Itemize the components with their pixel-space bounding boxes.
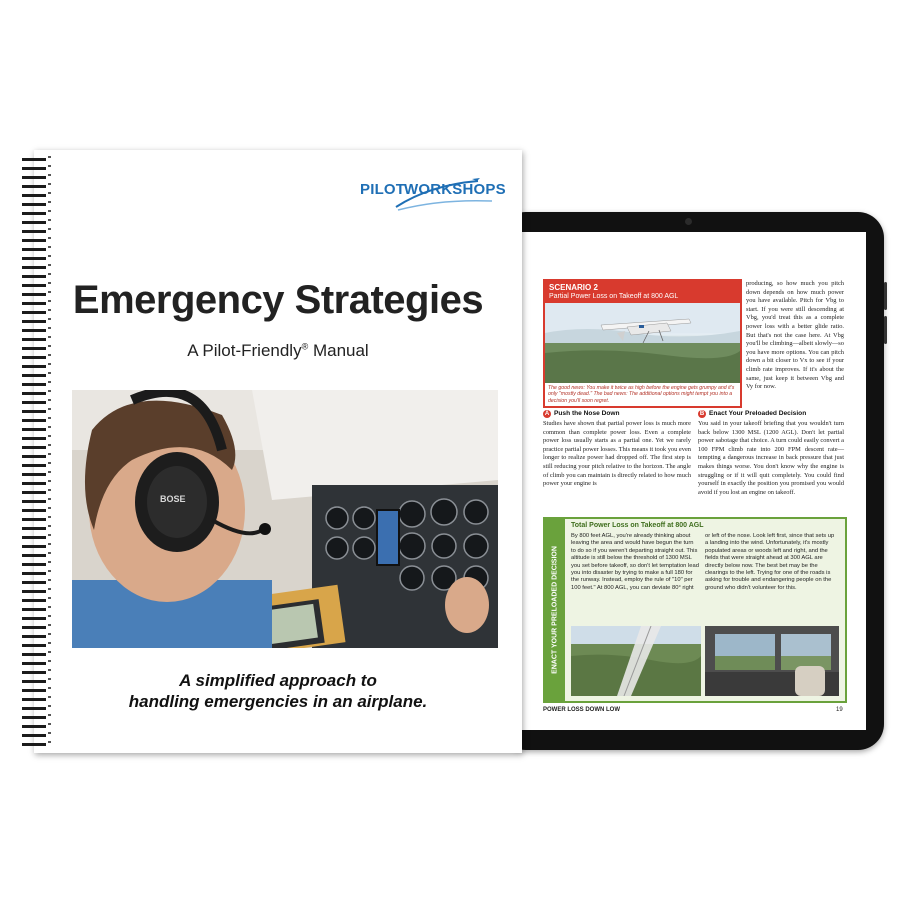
logo-text-workshops: WORKSHOPS: [404, 181, 506, 198]
spiral-binding: [22, 156, 46, 748]
aerial-view-photo: [571, 626, 701, 696]
scenario-box: [543, 279, 742, 408]
book-title: Emergency Strategies: [72, 278, 484, 322]
section-b-heading: [698, 410, 806, 418]
registered-mark: ®: [301, 341, 309, 352]
section-b-title: Enact Your Preloaded Decision: [709, 410, 807, 417]
volume-up-button: [884, 282, 887, 310]
aerial-landscape-illustration: [571, 626, 701, 696]
green-side-text: ENACT YOUR PRELOADED DECISION: [551, 546, 559, 674]
tablet-camera: [685, 218, 692, 225]
subtitle-end: Manual: [308, 341, 369, 360]
subtitle-text: A Pilot-Friendly: [187, 341, 302, 360]
logo-text-pilot: PILOT: [360, 181, 406, 198]
scenario-title: Partial Power Loss on Takeoff at 800 AGL: [549, 293, 679, 300]
airplane-photo: [545, 303, 740, 383]
airplane-in-flight-illustration: [545, 303, 740, 383]
section-a-number: A: [544, 411, 550, 417]
tagline-line-1: A simplified approach to: [179, 671, 377, 690]
tablet-screen: [518, 232, 866, 730]
green-side-label: [545, 519, 565, 701]
section-b-text: You said in your takeoff briefing that you wouldn't turn back below 1300 MSL (1200 AGL). Don't let partial power sabotage that choice. A turn could easily convert a 100 FPM climb rate into 200 FPM descent rate—tempting a dangerous increase in back pressure that just makes things worse. You don't know why the engine is struggling or if it will quit completely. You could find yourself in exactly the position you promised you would avoid if you lost an engine on takeoff.: [698, 420, 844, 496]
tablet: [500, 212, 884, 750]
green-text-right: or left of the nose. Look left first, since that sets up a landing into the wind. Unfortunately, it's mostly populated areas or woods left and right, and the fields that were straight ahead at 300 AGL are directly below now. The best bet may be the clearings to the left. Trying for one of the roads is asking for trouble and endangering people on the ground who didn't volunteer for this.: [705, 533, 835, 591]
book-subtitle: [34, 341, 522, 361]
total-power-loss-box: [543, 517, 847, 703]
intro-text: producing, so how much you pitch down depends on how much power you have available. Pitch for Vbg to start. If you were still descending at Vbg, you'd treat this as a complete power loss with a better glide ratio. But that's not the case here. At Vbg you'll be climbing—albeit slowly—so you have more options. You can pitch down a bit closer to Vx to see if your climb rate improves. If it's about the same, just keep it between Vbg and Vy for now.: [746, 280, 844, 391]
book-tagline: [34, 670, 522, 712]
cockpit-window-photo: [705, 626, 839, 696]
tagline-line-2: handling emergencies in an airplane.: [128, 692, 428, 711]
section-a-heading: [543, 410, 620, 418]
pilot-in-cockpit-photo: [72, 390, 498, 648]
scenario-header: [545, 281, 740, 303]
section-a-title: Push the Nose Down: [554, 410, 620, 417]
pilot-workshops-logo: [360, 177, 506, 217]
manual-cover: [34, 150, 522, 753]
green-text-left: By 800 feet AGL, you're already thinking about leaving the area and would have begun the turn to do so if you weren't departing straight out. This altitude is still below the threshold of 1300 MSL you set before takeoff, so don't let temptation lead you into disaster by trying to make a full 180 for the runway. Instead, employ the rule of "10" per 100 feet." At 800 AGL, you can deviate 80° right: [571, 533, 699, 591]
section-b-number: B: [699, 411, 705, 417]
cockpit-window-illustration: [705, 626, 839, 696]
scenario-label: SCENARIO 2: [549, 283, 598, 292]
binding-holes: [48, 156, 51, 748]
section-a-text: Studies have shown that partial power loss is much more common than complete power loss. Even a complete power loss usually starts as a partial one. Yet we rarely practice partial power losses. This means it took you even longer to realize power had dropped off. The first step is still reducing your pitch relative to the horizon. The angle of climb you can maintain is directly related to how much power your engine is: [543, 420, 692, 488]
scenario-caption: The good news: You make it twice as high before the engine gets grumpy and it's only "mostly dead." The bad news: The additional options might tempt you into a decision you'll soon regret.: [548, 385, 735, 404]
volume-down-button: [884, 316, 887, 344]
headset-brand-text: BOSE: [160, 494, 186, 504]
page-footer-section: POWER LOSS DOWN LOW: [543, 707, 620, 713]
green-box-title: Total Power Loss on Takeoff at 800 AGL: [571, 522, 704, 529]
page-number: 19: [836, 707, 843, 713]
pilot-cockpit-illustration: [72, 390, 498, 648]
